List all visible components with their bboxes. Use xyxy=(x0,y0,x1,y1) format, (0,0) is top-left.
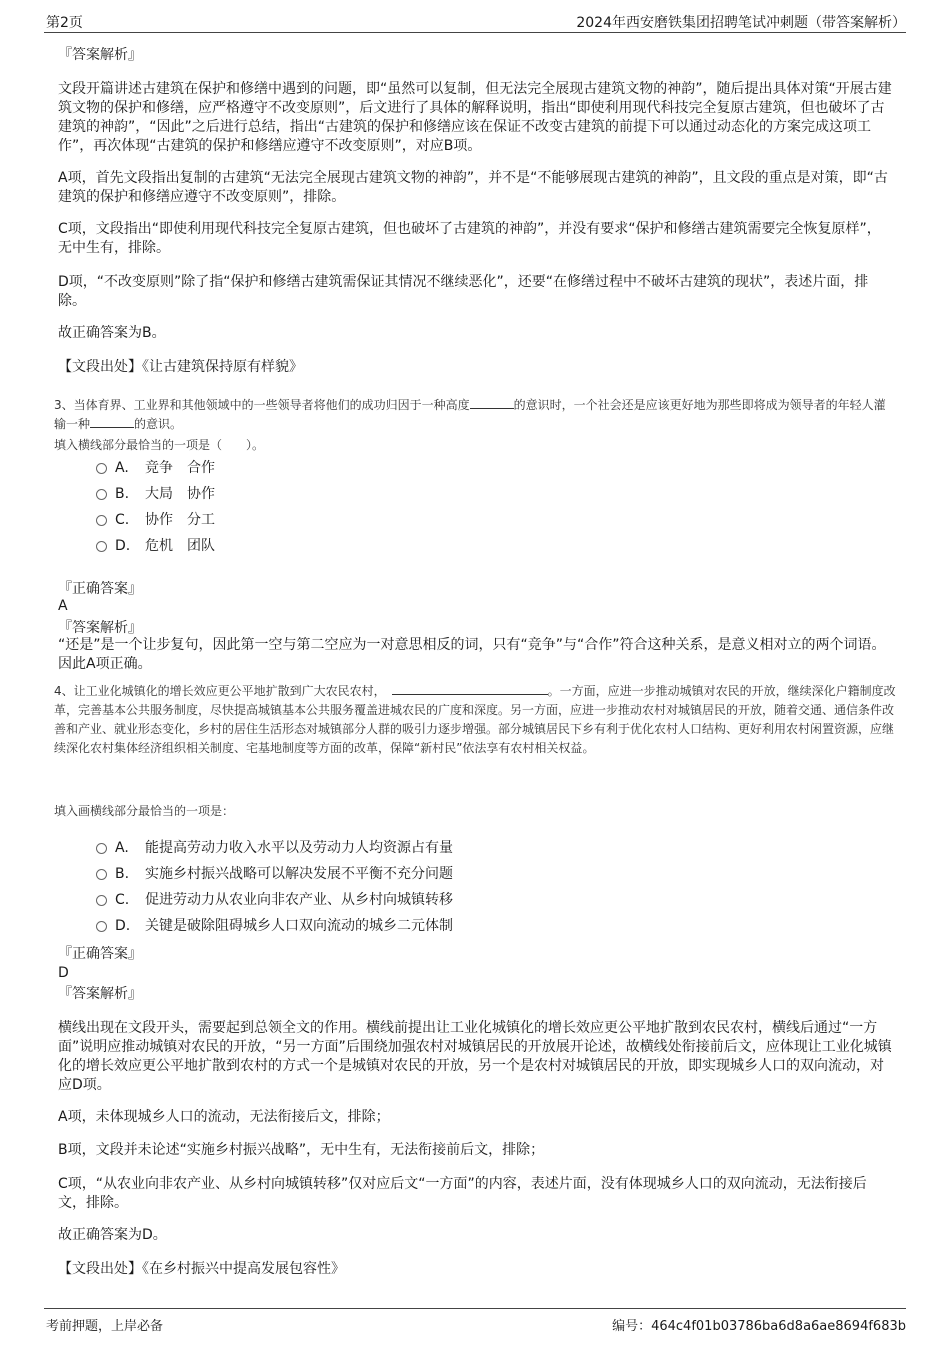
radio-icon[interactable] xyxy=(96,843,107,854)
q3-option-a[interactable]: A. 竞争 合作 xyxy=(96,457,215,479)
q3-stem-part3: 的意识。 xyxy=(134,417,183,431)
q4-source xyxy=(58,1260,892,1279)
q2-analysis-p3: C项，文段指出“即使利用现代科技完全复原古建筑，但也破坏了古建筑的神韵”，并没有要求“保护和修缮古建筑需要完全恢复原样”，无中生有，排除。 xyxy=(58,221,881,256)
q4-analysis-p2: A项，未体现城乡人口的流动，无法衔接后文，排除； xyxy=(58,1109,390,1125)
q3-stem xyxy=(54,396,894,434)
q3-blank-1 xyxy=(470,408,514,409)
footer-slogan: 考前押题，上岸必备 xyxy=(46,1319,164,1334)
analysis-label: 『答案解析』 xyxy=(58,47,142,63)
q4-blank xyxy=(392,694,548,695)
header-divider xyxy=(44,32,906,33)
q4-analysis-p1: 横线出现在文段开头，需要起到总领全文的作用。横线前提出让工业化城镇化的增长效应更公平地扩散到农民农村，横线后通过“一方面”说明应推动城镇对农民的开放，“另一方面”后围绕加强农村对城镇居民的开放展开论述，故横线处衔接前后文，应体现让工业化城镇化的增长效应更公平地扩散到农村的方式一个是城镇对农民的开放，另一个是农村对城镇居民的开放，即实现城乡人口的双向流动，对应D项。 xyxy=(58,1020,892,1093)
footer-code-value: 464c4f01b03786ba6d8a6ae8694f683b xyxy=(651,1319,906,1334)
q2-conclusion: 故正确答案为B。 xyxy=(58,325,166,341)
q3-instruction: 填入横线部分最恰当的一项是（ ）。 xyxy=(54,438,265,452)
q4-stem xyxy=(54,682,896,758)
q2-analysis-p4: D项，“不改变原则”除了指“保护和修缮古建筑需保证其情况不继续恶化”，还要“在修缮过程中不破坏古建筑的现状”，表述片面，排除。 xyxy=(58,274,869,309)
q3-stem-part1: 3、当体育界、工业界和其他领域中的一些领导者将他们的成功归因于一种高度 xyxy=(54,398,470,412)
page-footer xyxy=(0,1304,950,1344)
page-number: 第2页 xyxy=(46,15,83,31)
page-content xyxy=(0,40,950,1298)
page-header xyxy=(0,0,950,34)
q3-stem-part2: 的意识时，一个社会还是应该更好地为那些即将成为领导者的年轻人灌输一种 xyxy=(54,398,886,431)
q3-option-c[interactable]: C. 协作 分工 xyxy=(96,509,215,531)
q4-option-c[interactable]: C. 促进劳动力从农业向非农产业、从乡村向城镇转移 xyxy=(96,889,453,911)
radio-icon[interactable] xyxy=(96,489,107,500)
radio-icon[interactable] xyxy=(96,541,107,552)
source-label: 【文段出处】 xyxy=(58,359,142,375)
q4-conclusion: 故正确答案为D。 xyxy=(58,1227,167,1243)
radio-icon[interactable] xyxy=(96,463,107,474)
q4-instruction: 填入画横线部分最恰当的一项是： xyxy=(54,804,235,818)
radio-icon[interactable] xyxy=(96,895,107,906)
q3-answer: A xyxy=(58,598,68,614)
source-title: 《让古建筑保持原有样貌》 xyxy=(142,359,303,375)
q4-stem-part1: 4、让工业化城镇化的增长效应更公平地扩散到广大农民农村， xyxy=(54,684,386,698)
q4-option-b[interactable]: B. 实施乡村振兴战略可以解决发展不平衡不充分问题 xyxy=(96,863,453,885)
q3-option-b[interactable]: B. 大局 协作 xyxy=(96,483,215,505)
source-title: 《在乡村振兴中提高发展包容性》 xyxy=(142,1261,345,1277)
q4-analysis-p3: B项，文段并未论述“实施乡村振兴战略”，无中生有，无法衔接前后文，排除； xyxy=(58,1142,545,1158)
q3-analysis: “还是”是一个让步复句，因此第一空与第二空应为一对意思相反的词，只有“竞争”与“合作”符合这种关系，是意义相对立的两个词语。因此A项正确。 xyxy=(58,637,886,672)
analysis-label: 『答案解析』 xyxy=(58,986,142,1002)
q3-blank-2 xyxy=(90,427,134,428)
q3-option-d[interactable]: D. 危机 团队 xyxy=(96,535,215,557)
document-title: 2024年西安磨铁集团招聘笔试冲刺题（带答案解析） xyxy=(576,15,906,31)
q4-option-d[interactable]: D. 关键是破除阻碍城乡人口双向流动的城乡二元体制 xyxy=(96,915,453,937)
radio-icon[interactable] xyxy=(96,515,107,526)
q4-option-a[interactable]: A. 能提高劳动力收入水平以及劳动力人均资源占有量 xyxy=(96,837,453,859)
correct-answer-label: 『正确答案』 xyxy=(58,581,142,597)
radio-icon[interactable] xyxy=(96,921,107,932)
correct-answer-label: 『正确答案』 xyxy=(58,946,142,962)
q4-answer: D xyxy=(58,965,69,981)
q2-source xyxy=(58,358,892,377)
footer-code-label: 编号： xyxy=(612,1319,652,1334)
q2-analysis-p1: 文段开篇讲述古建筑在保护和修缮中遇到的问题，即“虽然可以复制，但无法完全展现古建筑文物的神韵”，随后提出具体对策“开展古建筑文物的保护和修缮，应严格遵守不改变原则”，后文进行了具体的解释说明，指出“即使利用现代科技完全复原古建筑，但也破坏了古建筑的神韵”，“因此”之后进行总结，指出“古建筑的保护和修缮应该在保证不改变古建筑的前提下可以通过动态化的方案完成这项工作”，再次体现“古建筑的保护和修缮应遵守不改变原则”，对应B项。 xyxy=(58,81,892,154)
analysis-label: 『答案解析』 xyxy=(58,620,142,636)
radio-icon[interactable] xyxy=(96,869,107,880)
q4-analysis-p4: C项，“从农业向非农产业、从乡村向城镇转移”仅对应后文“一方面”的内容，表述片面，没有体现城乡人口的双向流动，无法衔接后文，排除。 xyxy=(58,1176,867,1211)
source-label: 【文段出处】 xyxy=(58,1261,142,1277)
q4-stem-part2: 。一方面，应进一步推动城镇对农民的开放，继续深化户籍制度改革，完善基本公共服务制度，尽快提高城镇基本公共服务覆盖进城农民的广度和深度。另一方面，应进一步推动农村对城镇居民的开放，随着交通、通信条件改善和产业、就业形态变化，乡村的居住生活形态对城镇部分人群的吸引力逐步增强。部分城镇居民下乡有利于优化农村人口结构、更好利用农村闲置资源，应继续深化农村集体经济组织相关制度、宅基地制度等方面的改革，保障“新村民”依法享有农村相关权益。 xyxy=(54,684,896,755)
footer-code xyxy=(612,1315,906,1334)
footer-divider xyxy=(44,1308,906,1309)
q2-analysis-p2: A项，首先文段指出复制的古建筑“无法完全展现古建筑文物的神韵”，并不是“不能够展现古建筑的神韵”，且文段的重点是对策，即“古建筑的保护和修缮应遵守不改变原则”，排除。 xyxy=(58,170,888,205)
